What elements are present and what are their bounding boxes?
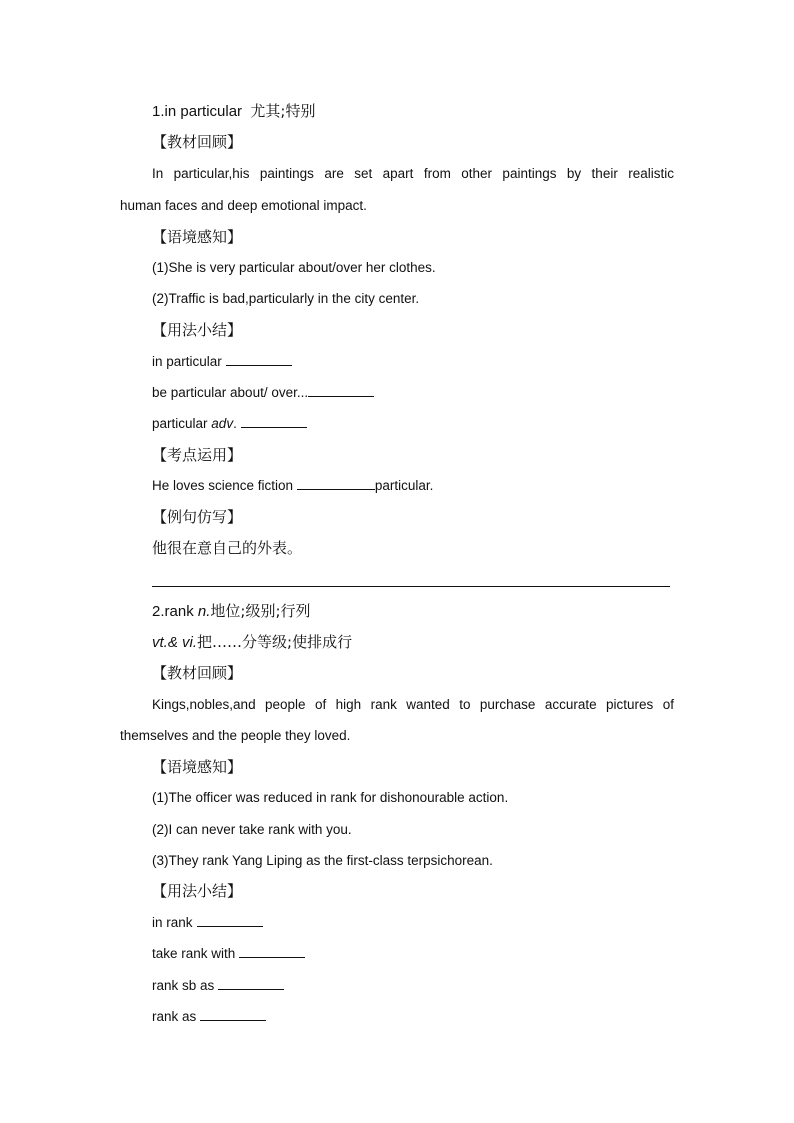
item2-context-label: 【语境感知】 — [152, 758, 243, 776]
item1-usage-label: 【用法小结】 — [152, 321, 243, 339]
usage-text: in rank — [152, 915, 193, 930]
item1-heading-meaning: 尤其;特别 — [250, 102, 316, 120]
usage-text: be particular about/ over... — [152, 385, 309, 400]
item2-context-example-3: (3)They rank Yang Liping as the first-class terpsichorean. — [152, 853, 493, 868]
item2-usage-item-3 — [152, 976, 284, 996]
item1-context-example-1: (1)She is very particular about/over her clothes. — [152, 260, 436, 275]
item2-textbook-sentence-line1: Kings,nobles,and people of high rank wanted to purchase accurate pictures of — [152, 697, 674, 712]
item2-usage-item-2 — [152, 944, 305, 964]
answer-blank[interactable] — [308, 384, 374, 397]
item1-textbook-sentence-line1: In particular,his paintings are set apart from other paintings by their realistic — [152, 166, 674, 181]
item1-practice-label: 【考点运用】 — [152, 446, 243, 464]
item1-textbook-sentence-line2: human faces and deep emotional impact. — [120, 198, 367, 213]
pos-dot: . — [233, 416, 237, 431]
item1-textbook-review-label: 【教材回顾】 — [152, 133, 243, 151]
usage-text: in particular — [152, 354, 222, 369]
item2-heading-meaning: 地位;级别;行列 — [210, 602, 311, 620]
item2-verb-line — [152, 632, 352, 653]
item2-verb-pos: vt.& vi. — [152, 634, 198, 651]
practice-before: He loves science fiction — [152, 478, 294, 493]
item2-usage-item-4 — [152, 1007, 266, 1027]
item2-context-example-1: (1)The officer was reduced in rank for dishonourable action. — [152, 790, 509, 805]
answer-blank[interactable] — [241, 415, 307, 428]
item1-heading — [152, 101, 315, 122]
usage-text: rank as — [152, 1009, 197, 1024]
answer-blank[interactable] — [297, 477, 375, 490]
usage-text: rank sb as — [152, 978, 215, 993]
item2-textbook-review-label: 【教材回顾】 — [152, 664, 243, 682]
item1-usage-item-3 — [152, 414, 307, 434]
item1-usage-item-1 — [152, 352, 292, 372]
item2-textbook-sentence-line2: themselves and the people they loved. — [120, 728, 351, 743]
item2-usage-label: 【用法小结】 — [152, 882, 243, 900]
item1-practice-sentence — [152, 476, 433, 496]
item2-verb-meaning: 把……分等级;使排成行 — [197, 633, 353, 651]
answer-blank[interactable] — [200, 1008, 266, 1021]
usage-text: take rank with — [152, 946, 236, 961]
item2-context-example-2: (2)I can never take rank with you. — [152, 822, 352, 837]
answer-blank[interactable] — [218, 977, 284, 990]
practice-after: particular. — [374, 478, 434, 493]
answer-blank[interactable] — [197, 914, 263, 927]
answer-blank[interactable] — [226, 353, 292, 366]
item1-usage-item-2 — [152, 383, 374, 403]
item2-heading-pos: n. — [197, 603, 211, 620]
answer-line[interactable] — [152, 586, 670, 587]
part-of-speech: adv — [211, 416, 234, 431]
usage-text: particular — [152, 416, 208, 431]
item1-imitation-prompt: 他很在意自己的外表。 — [152, 539, 303, 557]
item1-context-label: 【语境感知】 — [152, 228, 243, 246]
answer-blank[interactable] — [239, 945, 305, 958]
item1-heading-phrase: 1.in particular — [152, 103, 243, 120]
item2-usage-item-1 — [152, 913, 263, 933]
item1-context-example-2: (2)Traffic is bad,particularly in the city center. — [152, 291, 420, 306]
item1-imitation-label: 【例句仿写】 — [152, 508, 243, 526]
item2-heading-word: 2.rank — [152, 603, 194, 620]
item2-heading — [152, 601, 311, 622]
